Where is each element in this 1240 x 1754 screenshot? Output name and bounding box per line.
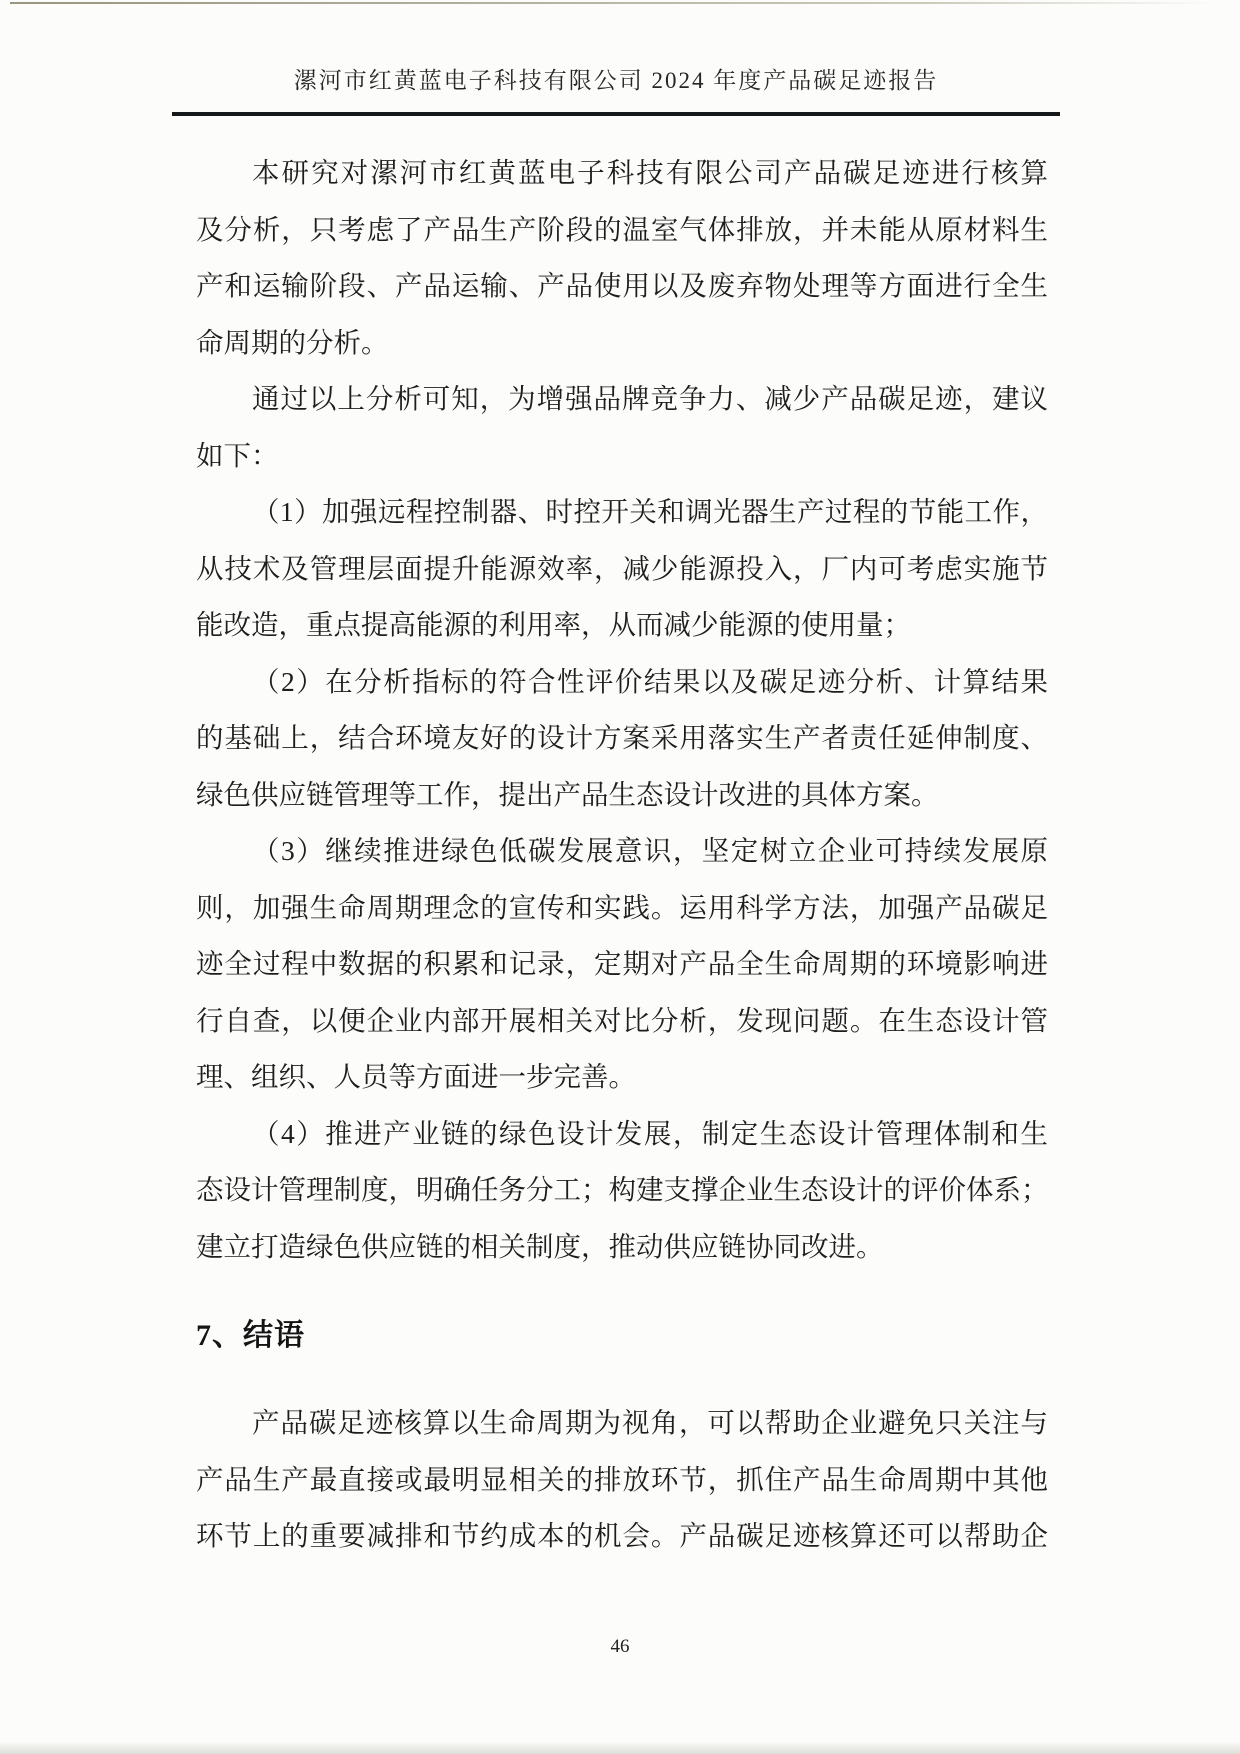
body-line: 产品碳足迹核算以生命周期为视角，可以帮助企业避免只关注与 bbox=[252, 1407, 1048, 1438]
body-line: 从技术及管理层面提升能源效率，减少能源投入，厂内可考虑实施节 bbox=[196, 552, 1048, 584]
body-line: 环节上的重要减排和节约成本的机会。产品碳足迹核算还可以帮助企 bbox=[196, 1520, 1048, 1551]
scan-edge-bottom bbox=[0, 1741, 1240, 1754]
body-line: 如下： bbox=[196, 439, 279, 471]
body-line: 建立打造绿色供应链的相关制度，推动供应链协同改进。 bbox=[196, 1230, 884, 1262]
page-header-title: 漯河市红黄蓝电子科技有限公司 2024 年度产品碳足迹报告 bbox=[293, 68, 939, 93]
section-heading: 7、结语 bbox=[196, 1319, 305, 1352]
body-line: 及分析，只考虑了产品生产阶段的温室气体排放，并未能从原材料生 bbox=[196, 213, 1048, 245]
body-line: （1）加强远程控制器、时控开关和调光器生产过程的节能工作， bbox=[252, 496, 1048, 527]
body-line: 绿色供应链管理等工作，提出产品生态设计改进的具体方案。 bbox=[196, 778, 939, 810]
body-line: （2）在分析指标的符合性评价结果以及碳足迹分析、计算结果 bbox=[252, 665, 1048, 697]
body-line: （4）推进产业链的绿色设计发展，制定生态设计管理体制和生 bbox=[252, 1117, 1048, 1149]
document-body bbox=[196, 145, 1048, 1565]
page-number: 46 bbox=[610, 1636, 630, 1657]
body-line: 行自查，以便企业内部开展相关对比分析，发现问题。在生态设计管 bbox=[196, 1004, 1048, 1036]
scan-edge-top bbox=[10, 2, 1240, 4]
body-line: 能改造，重点提高能源的利用率，从而减少能源的使用量； bbox=[196, 609, 911, 640]
body-line: 的基础上，结合环境友好的设计方案采用落实生产者责任延伸制度、 bbox=[196, 722, 1048, 753]
body-line: 理、组织、人员等方面进一步完善。 bbox=[196, 1061, 636, 1092]
body-line: 迹全过程中数据的积累和记录，定期对产品全生命周期的环境影响进 bbox=[196, 948, 1048, 979]
body-line: 产品生产最直接或最明显相关的排放环节，抓住产品生命周期中其他 bbox=[196, 1463, 1048, 1495]
body-line: 则，加强生命周期理念的宣传和实践。运用科学方法，加强产品碳足 bbox=[196, 891, 1048, 923]
body-line: 态设计管理制度，明确任务分工；构建支撑企业生态设计的评价体系； bbox=[196, 1174, 1049, 1205]
body-line: 通过以上分析可知，为增强品牌竞争力、减少产品碳足迹，建议 bbox=[252, 383, 1048, 414]
header-rule bbox=[172, 112, 1060, 116]
body-line: 本研究对漯河市红黄蓝电子科技有限公司产品碳足迹进行核算 bbox=[252, 157, 1048, 188]
body-line: 产和运输阶段、产品运输、产品使用以及废弃物处理等方面进行全生 bbox=[196, 270, 1048, 301]
body-line: 命周期的分析。 bbox=[196, 326, 389, 358]
body-line: （3）继续推进绿色低碳发展意识，坚定树立企业可持续发展原 bbox=[252, 835, 1048, 866]
closing-paragraph bbox=[196, 1395, 1048, 1565]
